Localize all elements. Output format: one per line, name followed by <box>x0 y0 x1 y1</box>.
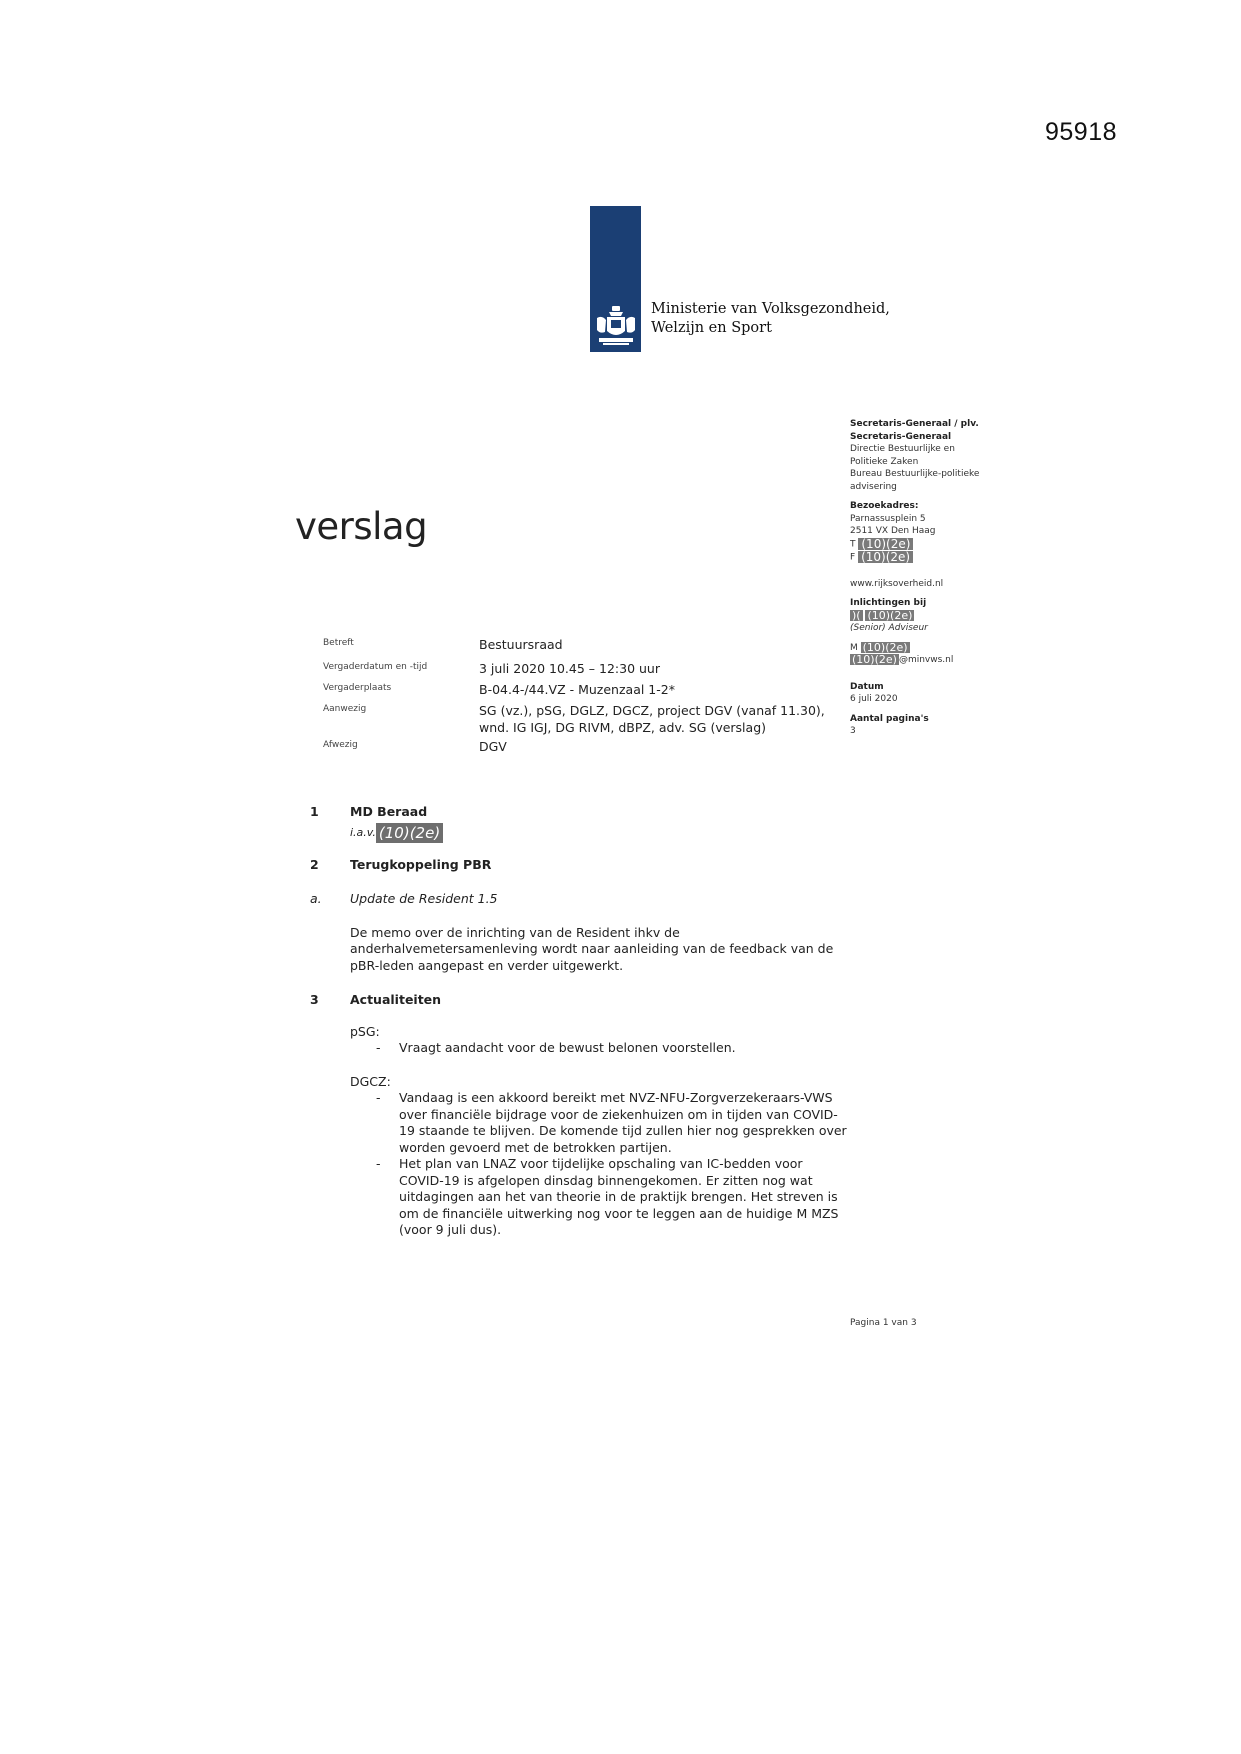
meta-row-present <box>323 702 843 736</box>
list-item <box>350 1090 850 1156</box>
iav-text: i.a.v. <box>350 825 376 839</box>
ministry-line-2: Welzijn en Sport <box>651 320 772 336</box>
redaction-box: (10)(2e) <box>858 551 913 563</box>
bullet-text: Het plan van LNAZ voor tijdelijke opschaling van IC-bedden voor COVID-19 is afgelopen dinsdag binnengekomen. Er zitten nog wat uitdagingen aan het van theorie in de praktijk brengen. Het streven is om de financiële uitwerking nog voor te leggen aan de huidige M MZS (voor 9 juli dus). <box>399 1156 839 1237</box>
meta-row-location <box>323 681 843 698</box>
pages-value: 3 <box>850 726 856 736</box>
phone-prefix: T <box>850 539 856 549</box>
website-link[interactable]: www.rijksoverheid.nl <box>850 578 944 589</box>
org-line: Secretaris-Generaal / plv. <box>850 419 979 429</box>
ministry-line-1: Ministerie van Volksgezondheid, <box>651 301 890 317</box>
subsection-title: Update de Resident 1.5 <box>350 891 498 906</box>
dgcz-label: DGCZ: <box>350 1073 391 1089</box>
meta-value: DGV <box>479 739 507 754</box>
meta-row-datetime <box>323 660 843 677</box>
contact-role: (Senior) Adviseur <box>850 623 928 633</box>
redaction-box: (10)(2e) <box>376 823 443 843</box>
pages-label: Aantal pagina's <box>850 713 929 724</box>
subsection-2a-heading <box>310 891 850 908</box>
meta-value: Bestuursraad <box>479 637 563 652</box>
bullet-text: Vandaag is een akkoord bereikt met NVZ-NFU-Zorgverzekeraars-VWS over financiële bijdrage voor de ziekenhuizen om in tijden van COVID-19 staande te blijven. De komende tijd zullen hier nog gesprekken over worden gevoerd met de betrokken partijen. <box>399 1090 847 1155</box>
mobile-prefix: M <box>850 642 858 653</box>
meta-value: B-04.4-/44.VZ - Muzenzaal 1-2* <box>479 682 675 697</box>
section-2-heading <box>310 857 850 874</box>
email-line <box>850 654 1010 667</box>
subsection-letter: a. <box>310 891 322 906</box>
dgcz-bullets <box>350 1090 850 1239</box>
minutes-body <box>310 804 850 1239</box>
section-number: 3 <box>310 992 319 1007</box>
redaction-box: (10)(2e) <box>867 608 913 622</box>
subsection-2a-text: De memo over de inrichting van de Resident ihkv de anderhalvemetersamenleving wordt naar aanleiding van de feedback van de pBR-leden aangepast en verder uitgewerkt. <box>350 924 834 973</box>
psg-label: pSG: <box>350 1023 380 1039</box>
page-footer: Pagina 1 van 3 <box>850 1318 917 1328</box>
street: Parnassusplein 5 <box>850 513 926 524</box>
redaction-box: (10)(2e) <box>858 538 913 550</box>
info-label: Inlichtingen bij <box>850 598 927 608</box>
visit-address-label: Bezoekadres: <box>850 501 919 511</box>
meta-label: Betreft <box>323 638 354 648</box>
fax-prefix: F <box>850 552 856 562</box>
section-3-heading <box>310 992 850 1009</box>
org-line: Politieke Zaken <box>850 456 919 467</box>
org-line: Secretaris-Generaal <box>850 431 952 442</box>
section-title: Actualiteiten <box>350 992 442 1007</box>
section-1-note <box>350 823 850 843</box>
redaction-box: )( <box>852 608 861 622</box>
meta-label: Afwezig <box>323 740 358 750</box>
meta-row-subject <box>323 636 843 653</box>
section-number: 1 <box>310 804 319 819</box>
redaction-box: (10)(2e) <box>852 653 897 666</box>
redaction-box: (10)(2e) <box>862 640 908 654</box>
phone-line <box>850 538 1010 551</box>
org-line: Directie Bestuurlijke en <box>850 444 955 454</box>
section-number: 2 <box>310 856 319 872</box>
city: 2511 VX Den Haag <box>850 526 936 536</box>
meta-label: Vergaderdatum en -tijd <box>323 662 428 672</box>
meta-row-absent <box>323 738 843 755</box>
fax-line <box>850 551 1010 564</box>
bullet-text: Vraagt aandacht voor de bewust belonen voorstellen. <box>399 1040 736 1055</box>
meta-value: 3 juli 2020 10.45 – 12:30 uur <box>479 661 660 676</box>
list-item <box>350 1040 850 1057</box>
meta-label: Vergaderplaats <box>323 683 392 693</box>
royal-crest-icon <box>593 304 639 348</box>
org-line: advisering <box>850 481 897 492</box>
contact-name <box>850 610 1010 623</box>
meeting-meta <box>323 636 843 762</box>
meta-value: SG (vz.), pSG, DGLZ, DGCZ, project DGV (vanaf 11.30), wnd. IG IGJ, DG RIVM, dBPZ, adv. SG (verslag) <box>479 703 825 735</box>
section-title: MD Beraad <box>350 804 428 819</box>
date-label: Datum <box>850 681 884 692</box>
ministry-name <box>651 300 890 338</box>
date-value: 6 juli 2020 <box>850 694 898 704</box>
sidebar-info <box>850 418 1010 738</box>
section-1-heading <box>310 804 850 821</box>
section-title: Terugkoppeling PBR <box>350 856 492 872</box>
bullet-dash: - <box>376 1090 381 1105</box>
email-suffix: @minvws.nl <box>898 655 954 665</box>
org-line: Bureau Bestuurlijke-politieke <box>850 469 980 479</box>
bullet-dash: - <box>376 1156 381 1171</box>
document-type-title: verslag <box>295 505 428 548</box>
list-item <box>350 1156 850 1239</box>
document-number: 95918 <box>1045 118 1118 146</box>
meta-label: Aanwezig <box>323 704 367 714</box>
psg-bullets <box>350 1040 850 1057</box>
bullet-dash: - <box>376 1040 381 1055</box>
